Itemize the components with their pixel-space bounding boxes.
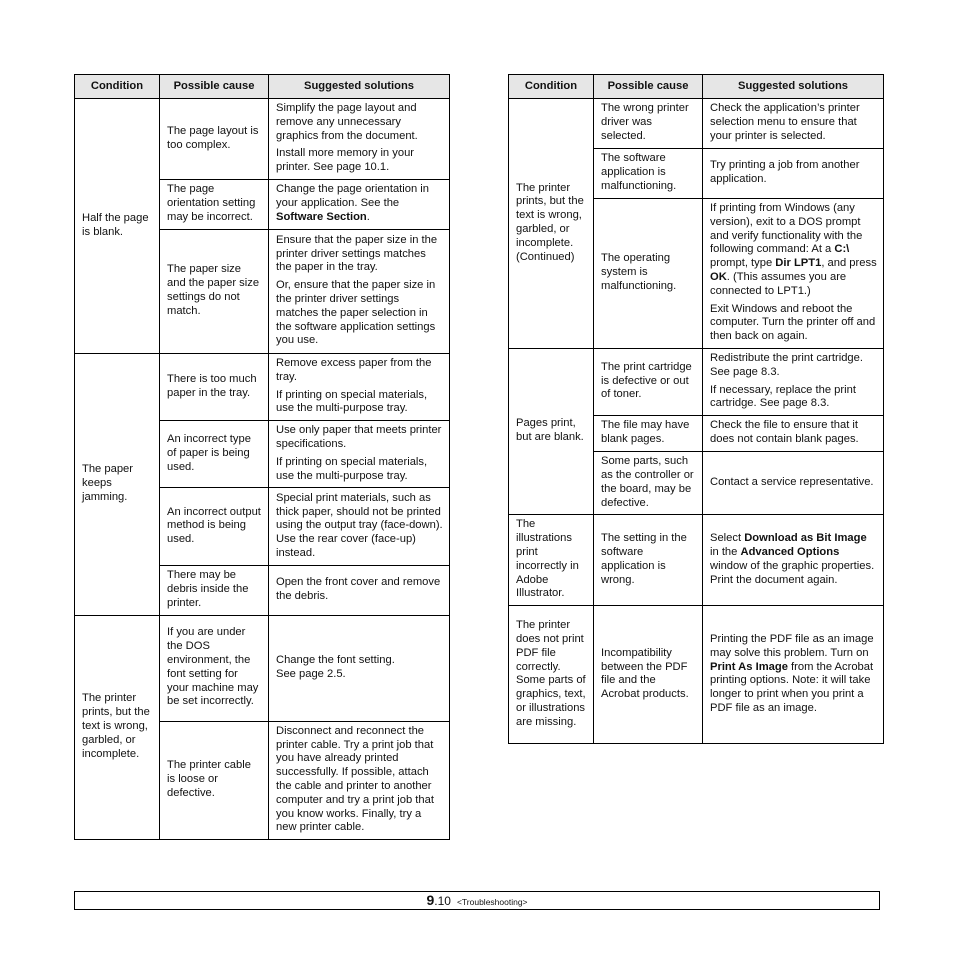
cause-cell: Some parts, such as the controller or the board, may be defective.	[594, 452, 703, 515]
header-condition: Condition	[75, 75, 160, 99]
cause-cell: An incorrect type of paper is being used.	[160, 421, 269, 488]
table-header-row	[75, 75, 450, 99]
solution-cell	[269, 721, 450, 839]
ok-key-text: OK	[710, 270, 727, 283]
option-name-text: Print As Image	[710, 660, 788, 673]
cause-cell: The operating system is malfunctioning.	[594, 199, 703, 349]
solution-text: Ensure that the paper size in the printer driver settings matches the paper in the tray.	[276, 233, 438, 274]
condition-cell: The paper keeps jamming.	[75, 354, 160, 616]
solution-text: Exit Windows and reboot the computer. Turn the printer off and then back on again.	[710, 302, 876, 343]
condition-cell: The printer does not print PDF file correctly. Some parts of graphics, text, or illustrations are missing.	[509, 606, 594, 744]
solution-cell	[703, 416, 884, 452]
section-name: <Troubleshooting>	[456, 897, 528, 907]
option-name-text: Advanced Options	[740, 546, 840, 559]
cause-cell: The print cartridge is defective or out of toner.	[594, 348, 703, 415]
solution-cell	[703, 348, 884, 415]
solution-text: If printing on special materials, use the multi-purpose tray.	[276, 455, 428, 482]
solution-cell	[269, 354, 450, 421]
solution-text: Contact a service representative.	[710, 475, 874, 488]
solution-text: window of the graphic properties. Print the document again.	[710, 559, 875, 586]
table-row	[75, 615, 450, 721]
cause-cell: The file may have blank pages.	[594, 416, 703, 452]
cause-cell: The page orientation setting may be incorrect.	[160, 180, 269, 230]
cause-cell: If you are under the DOS environment, the font setting for your machine may be set incorrectly.	[160, 615, 269, 721]
solution-cell	[703, 99, 884, 149]
solution-cell	[269, 566, 450, 615]
cause-cell: An incorrect output method is being used.	[160, 488, 269, 566]
solution-text: Simplify the page layout and remove any unnecessary graphics from the document.	[276, 102, 418, 142]
condition-cell: The printer prints, but the text is wrong, garbled, or incomplete. (Continued)	[509, 99, 594, 349]
solution-text: Or, ensure that the paper size in the printer driver settings matches the paper selection in the software application settings you use.	[276, 279, 436, 347]
table-row	[509, 348, 884, 415]
cause-cell: The printer cable is loose or defective.	[160, 721, 269, 839]
command-text: Dir LPT1	[775, 257, 822, 270]
solution-text	[710, 532, 877, 587]
solution-text: Disconnect and reconnect the printer cable. Try a print job that you have already printed successfully. If possible, attach the cable and printer to another computer and try a print job that you know works. Finally, try a new printer cable.	[276, 724, 434, 834]
solution-cell	[703, 452, 884, 515]
solution-text: . (This assumes you are connected to LPT1.)	[710, 270, 847, 297]
troubleshooting-table-left	[74, 74, 450, 840]
solution-text: , and press	[821, 257, 877, 270]
solution-text: Change the font setting.	[276, 653, 395, 666]
header-possible-cause: Possible cause	[594, 75, 703, 99]
solution-cell	[269, 230, 450, 354]
solution-cell	[269, 180, 450, 230]
header-possible-cause: Possible cause	[160, 75, 269, 99]
solution-cell	[703, 606, 884, 744]
solution-cell	[269, 488, 450, 566]
solution-cell	[269, 615, 450, 721]
solution-text: from the Acrobat printing options. Note: it will take longer to print when you print a PDF file as an image.	[710, 660, 874, 714]
solution-text: Open the front cover and remove the debris.	[276, 576, 441, 603]
solution-cell	[703, 199, 884, 349]
table-row	[75, 354, 450, 421]
solution-text: If printing on special materials, use the multi-purpose tray.	[276, 388, 428, 415]
table-row	[509, 515, 884, 606]
solution-text: prompt, type	[710, 257, 776, 270]
command-prompt-text: C:\	[834, 243, 850, 256]
cause-cell: There may be debris inside the printer.	[160, 566, 269, 615]
cause-cell: The software application is malfunctioning.	[594, 149, 703, 199]
cause-cell: The paper size and the paper size settings do not match.	[160, 230, 269, 354]
solution-text: in the	[710, 546, 741, 559]
solution-text: Redistribute the print cartridge. See page 8.3.	[710, 351, 863, 378]
table-row	[509, 606, 884, 744]
solution-text: Special print materials, such as thick paper, should not be printed using the output tray (face-down). Use the rear cover (face-up) instead.	[276, 491, 443, 560]
solution-text: .	[366, 210, 370, 223]
page-number-minor: .10	[434, 894, 451, 908]
page-number-major: 9	[426, 892, 435, 908]
solution-text: If necessary, replace the print cartridge. See page 8.3.	[710, 383, 856, 410]
condition-cell: The printer prints, but the text is wrong, garbled, or incomplete.	[75, 615, 160, 839]
solution-text: Change the page orientation in your application. See the	[276, 183, 430, 210]
troubleshooting-table-right	[508, 74, 884, 744]
solution-text: Install more memory in your printer. See page 10.1.	[276, 147, 415, 174]
solution-text: Check the application’s printer selection menu to ensure that your printer is selected.	[710, 102, 860, 142]
table-row	[509, 99, 884, 149]
solution-text	[710, 633, 877, 716]
solution-text: If printing from Windows (any version), exit to a DOS prompt and verify functionality with the following command: At a	[710, 202, 863, 256]
solution-text: Check the file to ensure that it does not contain blank pages.	[710, 419, 859, 446]
header-suggested-solutions: Suggested solutions	[269, 75, 450, 99]
solution-text: Select	[710, 532, 745, 545]
solution-text: See page 2.5.	[276, 667, 346, 680]
software-section-ref: Software Section	[276, 210, 367, 223]
solution-cell	[703, 515, 884, 606]
option-name-text: Download as Bit Image	[744, 532, 867, 545]
solution-cell	[703, 149, 884, 199]
condition-cell: The illustrations print incorrectly in Adobe Illustrator.	[509, 515, 594, 606]
header-suggested-solutions: Suggested solutions	[703, 75, 884, 99]
condition-cell: Pages print, but are blank.	[509, 348, 594, 514]
solution-text: Printing the PDF file as an image may solve this problem. Turn on	[710, 632, 874, 659]
cause-cell: Incompatibility between the PDF file and the Acrobat products.	[594, 606, 703, 744]
table-header-row	[509, 75, 884, 99]
cause-cell: The page layout is too complex.	[160, 99, 269, 180]
solution-cell	[269, 421, 450, 488]
cause-cell: The setting in the software application is wrong.	[594, 515, 703, 606]
table-row	[75, 99, 450, 180]
cause-cell: The wrong printer driver was selected.	[594, 99, 703, 149]
cause-cell: There is too much paper in the tray.	[160, 354, 269, 421]
solution-cell	[269, 99, 450, 180]
solution-text	[710, 202, 877, 299]
page-number	[426, 894, 450, 908]
solution-text: Remove excess paper from the tray.	[276, 357, 432, 383]
condition-cell: Half the page is blank.	[75, 99, 160, 354]
solution-text: Use only paper that meets printer specifications.	[276, 424, 442, 450]
header-condition: Condition	[509, 75, 594, 99]
solution-text: Try printing a job from another application.	[710, 159, 860, 185]
page-footer	[74, 891, 880, 910]
